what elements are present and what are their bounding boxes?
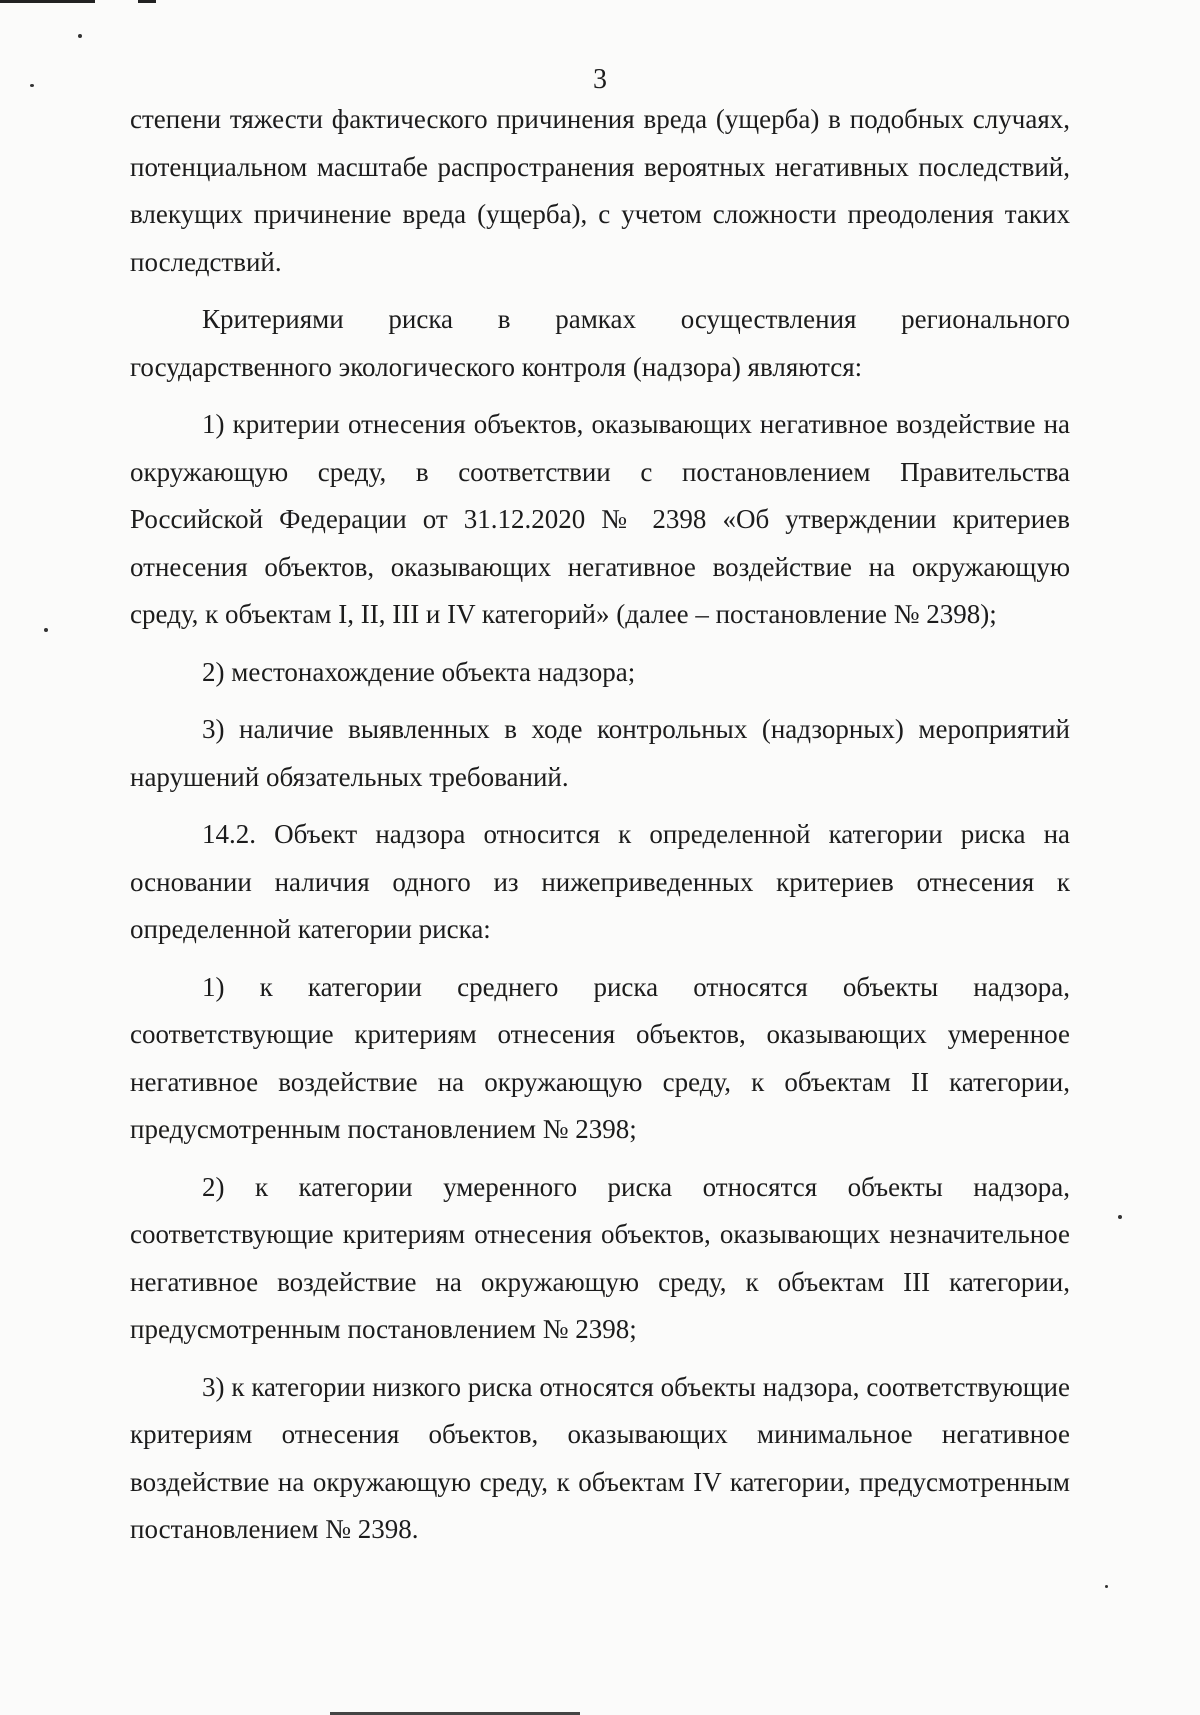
list-item: 3) к категории низкого риска относятся объекты надзора, соответствующие критериям отнесения объектов, оказывающих минимальное негативное воздействие на окружающую среду, к объектам IV категории, предусмотренным постановлением № 2398.	[130, 1371, 1070, 1544]
scan-speck	[1118, 1215, 1122, 1219]
scan-speck	[78, 34, 82, 38]
paragraph: 14.2. Объект надзора относится к определенной категории риска на основании наличия одного из нижеприведенных критериев отнесения к определенной категории риска:	[130, 819, 1070, 944]
list-item: 2) к категории умеренного риска относятся объекты надзора, соответствующие критериям отнесения объектов, оказывающих незначительное негативное воздействие на окружающую среду, к объектам III категории, предусмотренным постановлением № 2398;	[130, 1171, 1070, 1344]
paragraph: Критериями риска в рамках осуществления регионального государственного экологического контроля (надзора) являются:	[130, 304, 1070, 382]
scan-edge-mark	[0, 0, 95, 3]
list-item: 1) критерии отнесения объектов, оказывающих негативное воздействие на окружающую среду, в соответствии с постановлением Правительства Российской Федерации от 31.12.2020 № 2398 «Об утверждении критериев отнесения объектов, оказывающих негативное воздействие на окружающую среду, к объектам I, II, III и IV категорий» (далее – постановление № 2398);	[130, 409, 1070, 629]
page-number: 3	[593, 64, 607, 95]
list-item: 3) наличие выявленных в ходе контрольных (надзорных) мероприятий нарушений обязательных требований.	[130, 714, 1070, 792]
scan-edge-mark	[138, 0, 156, 3]
list-item: 1) к категории среднего риска относятся объекты надзора, соответствующие критериям отнесения объектов, оказывающих умеренное негативное воздействие на окружающую среду, к объектам II категории, предусмотренным постановлением № 2398;	[130, 971, 1070, 1144]
paragraph: степени тяжести фактического причинения вреда (ущерба) в подобных случаях, потенциальном масштабе распространения вероятных негативных последствий, влекущих причинение вреда (ущерба), с учетом сложности преодоления таких последствий.	[130, 104, 1070, 277]
list-item: 2) местонахождение объекта надзора;	[202, 656, 636, 687]
scan-speck	[1105, 1585, 1108, 1588]
scan-speck	[44, 628, 48, 632]
document-body	[130, 96, 1070, 1564]
